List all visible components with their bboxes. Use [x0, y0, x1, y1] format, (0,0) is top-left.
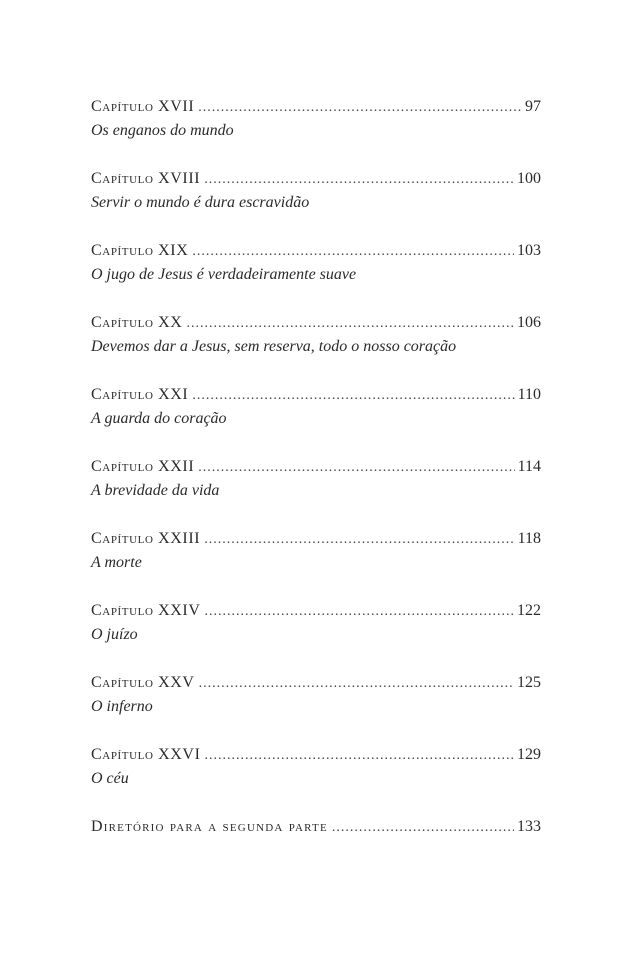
toc-entry-chapter-23 — [91, 528, 541, 574]
page-number: 133 — [517, 818, 541, 835]
dot-leader — [198, 97, 522, 119]
chapter-subtitle: Devemos dar a Jesus, sem reserva, todo o nosso coração — [91, 338, 457, 355]
page-number: 114 — [517, 458, 541, 475]
page-number: 97 — [525, 98, 541, 115]
chapter-label: Capítulo XXV — [91, 674, 195, 691]
dot-leader — [332, 817, 514, 839]
toc-entry-chapter-25 — [91, 672, 541, 718]
table-of-contents — [91, 96, 541, 865]
toc-entry-chapter-22 — [91, 456, 541, 502]
dot-leader — [204, 529, 514, 551]
chapter-subtitle: O céu — [91, 770, 129, 787]
toc-line — [91, 96, 541, 119]
chapter-label: Capítulo XXVI — [91, 746, 201, 763]
chapter-subtitle: O jugo de Jesus é verdadeiramente suave — [91, 266, 357, 283]
dot-leader — [205, 601, 514, 623]
chapter-label: Capítulo XXIII — [91, 530, 201, 547]
toc-line — [91, 312, 541, 335]
toc-line — [91, 744, 541, 767]
toc-line — [91, 456, 541, 479]
chapter-label: Capítulo XIX — [91, 242, 189, 259]
toc-line — [91, 816, 541, 839]
toc-line — [91, 168, 541, 191]
page-number: 100 — [517, 170, 541, 187]
chapter-subtitle: Servir o mundo é dura escravidão — [91, 194, 310, 211]
chapter-subtitle: O inferno — [91, 698, 153, 715]
toc-line — [91, 240, 541, 263]
dot-leader — [186, 313, 514, 335]
page-number: 122 — [517, 602, 541, 619]
dot-leader — [192, 241, 514, 263]
toc-line — [91, 384, 541, 407]
toc-entry-chapter-19 — [91, 240, 541, 286]
page-number: 110 — [517, 386, 541, 403]
chapter-label: Capítulo XXIV — [91, 602, 201, 619]
page-number: 129 — [517, 746, 541, 763]
toc-entry-chapter-18 — [91, 168, 541, 214]
dot-leader — [204, 169, 514, 191]
chapter-subtitle: O juízo — [91, 626, 138, 643]
page-number: 118 — [517, 530, 541, 547]
page-number: 106 — [517, 314, 541, 331]
dot-leader — [198, 457, 514, 479]
toc-entry-chapter-24 — [91, 600, 541, 646]
chapter-subtitle: Os enganos do mundo — [91, 122, 234, 139]
toc-line — [91, 528, 541, 551]
dot-leader — [205, 745, 514, 767]
dot-leader — [192, 385, 514, 407]
chapter-label: Capítulo XXII — [91, 458, 195, 475]
chapter-label: Capítulo XXI — [91, 386, 189, 403]
chapter-subtitle: A brevidade da vida — [91, 482, 220, 499]
chapter-label: Capítulo XVII — [91, 98, 195, 115]
toc-entry-chapter-21 — [91, 384, 541, 430]
chapter-label: Capítulo XX — [91, 314, 183, 331]
toc-entry-chapter-17 — [91, 96, 541, 142]
page-number: 103 — [517, 242, 541, 259]
toc-line — [91, 600, 541, 623]
toc-entry-directory — [91, 816, 541, 839]
toc-entry-chapter-20 — [91, 312, 541, 358]
dot-leader — [199, 673, 514, 695]
toc-entry-chapter-26 — [91, 744, 541, 790]
page-number: 125 — [517, 674, 541, 691]
chapter-subtitle: A morte — [91, 554, 142, 571]
chapter-label: Capítulo XVIII — [91, 170, 201, 187]
directory-label: Diretório para a segunda parte — [91, 818, 328, 835]
toc-line — [91, 672, 541, 695]
chapter-subtitle: A guarda do coração — [91, 410, 227, 427]
